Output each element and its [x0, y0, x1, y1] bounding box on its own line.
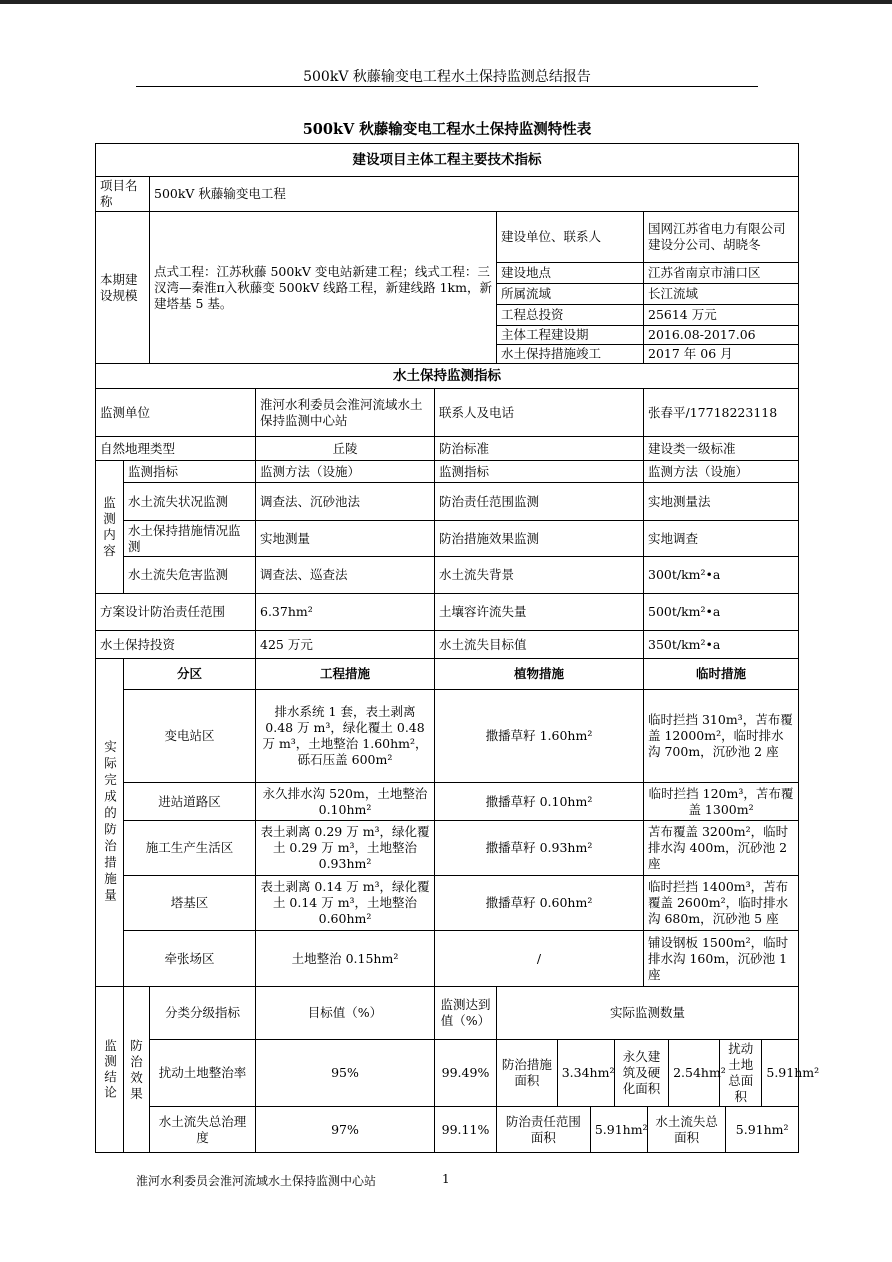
geo-type-label: 自然地理类型	[96, 437, 256, 461]
engineering-measure: 表土剥离 0.29 万 m³，绿化覆土 0.29 万 m³，土地整治 0.93hm²	[256, 821, 435, 876]
content-method: 实地测量	[256, 521, 435, 557]
completion-label: 水土保持措施竣工	[497, 345, 644, 364]
temporary-measure: 苫布覆盖 3200m²，临时排水沟 400m，沉砂池 2 座	[644, 821, 799, 876]
engineering-measure: 表土剥离 0.14 万 m³，绿化覆土 0.14 万 m³，土地整治 0.60hm²	[256, 876, 435, 931]
content-method: 实地调查	[644, 521, 799, 557]
investment-value: 25614 万元	[644, 305, 799, 326]
scope-label: 方案设计防治责任范围	[96, 594, 256, 631]
section-main-indicators-title: 建设项目主体工程主要技术指标	[96, 144, 799, 177]
actual-quantity-header: 实际监测数量	[497, 987, 799, 1040]
area-label: 扰动土地总面积	[720, 1040, 762, 1106]
standard-value: 建设类一级标准	[644, 437, 799, 461]
area-label: 防治措施面积	[497, 1040, 557, 1106]
area-cell-group	[497, 1040, 820, 1107]
area-label: 水土流失总面积	[648, 1107, 726, 1152]
content-item: 防治责任范围监测	[435, 483, 644, 521]
investment-label: 工程总投资	[497, 305, 644, 326]
area-subtable	[497, 1107, 798, 1152]
header-rule	[136, 86, 758, 87]
area-value: 3.34hm²	[557, 1040, 614, 1106]
temporary-measure: 临时拦挡 310m³，苫布覆盖 12000m²，临时排水沟 700m，沉砂池 2 座	[644, 690, 799, 783]
project-name-value: 500kV 秋藤输变电工程	[150, 177, 799, 212]
engineering-header: 工程措施	[256, 659, 435, 690]
engineering-measure: 排水系统 1 套，表土剥离 0.48 万 m³，绿化覆土 0.48 万 m³，土地整治 1.60hm²，砾石压盖 600m²	[256, 690, 435, 783]
soil-invest-label: 水土保持投资	[96, 631, 256, 659]
content-header-method: 监测方法（设施）	[256, 461, 435, 483]
running-header: 500kV 秋藤输变电工程水土保持监测总结报告	[303, 69, 591, 85]
page-number: 1	[442, 1172, 450, 1186]
completion-value: 2017 年 06 月	[644, 345, 799, 364]
plant-measure: 撒播草籽 0.10hm²	[435, 783, 644, 821]
content-header-indicator: 监测指标	[124, 461, 256, 483]
plant-measure: 撒播草籽 0.93hm²	[435, 821, 644, 876]
target-value-label: 水土流失目标值	[435, 631, 644, 659]
area-subtable	[497, 1040, 820, 1106]
monitor-content-label: 监测内容	[96, 461, 124, 594]
area-value: 2.54hm²	[669, 1040, 720, 1106]
build-scale-value: 点式工程：江苏秋藤 500kV 变电站新建工程；线式工程：三汊湾—秦淮π入秋藤变 500kV 线路工程，新建线路 1km，新建塔基 5 基。	[150, 212, 497, 364]
engineering-measure: 土地整治 0.15hm²	[256, 931, 435, 987]
table-title: 500kV 秋藤输变电工程水土保持监测特性表	[302, 121, 592, 138]
standard-label: 防治标准	[435, 437, 644, 461]
area-label: 永久建筑及硬化面积	[614, 1040, 668, 1106]
temporary-header: 临时措施	[644, 659, 799, 690]
content-item: 水土流失背景	[435, 557, 644, 594]
plant-header: 植物措施	[435, 659, 644, 690]
project-name-label: 项目名称	[96, 177, 150, 212]
zone-name: 施工生产生活区	[124, 821, 256, 876]
index-name: 扰动土地整治率	[150, 1040, 256, 1107]
achieved-value: 99.49%	[435, 1040, 497, 1107]
area-cell-group	[497, 1107, 799, 1153]
content-item: 水土流失状况监测	[124, 483, 256, 521]
content-method: 实地测量法	[644, 483, 799, 521]
footer-organization: 淮河水利委员会淮河流域水土保持监测中心站	[136, 1174, 377, 1188]
soil-invest-value: 425 万元	[256, 631, 435, 659]
zone-name: 变电站区	[124, 690, 256, 783]
characteristics-table	[95, 143, 820, 1153]
engineering-measure: 永久排水沟 520m，土地整治 0.10hm²	[256, 783, 435, 821]
contact-value: 张春平/17718223118	[644, 389, 799, 437]
contact-label: 联系人及电话	[435, 389, 644, 437]
area-value: 5.91hm²	[726, 1107, 798, 1152]
zone-name: 进站道路区	[124, 783, 256, 821]
effect-label: 防治效果	[124, 987, 150, 1153]
construction-period-value: 2016.08-2017.06	[644, 326, 799, 345]
index-header: 分类分级指标	[150, 987, 256, 1040]
achieved-header: 监测达到值（%）	[435, 987, 497, 1040]
content-method: 300t/km²•a	[644, 557, 799, 594]
section-monitoring-indicators-title: 水土保持监测指标	[96, 364, 799, 389]
area-value: 5.91hm²	[590, 1107, 647, 1152]
area-value: 5.91hm²	[762, 1040, 798, 1106]
top-border-bar	[0, 0, 892, 4]
allowable-loss-value: 500t/km²•a	[644, 594, 799, 631]
completed-measures-label: 实际完成的防治措施量	[96, 659, 124, 987]
temporary-measure: 铺设钢板 1500m²，临时排水沟 160m，沉砂池 1 座	[644, 931, 799, 987]
content-method: 调查法、沉砂池法	[256, 483, 435, 521]
construction-period-label: 主体工程建设期	[497, 326, 644, 345]
content-item: 水土保持措施情况监测	[124, 521, 256, 557]
build-scale-label: 本期建设规模	[96, 212, 150, 364]
target-value: 95%	[256, 1040, 435, 1107]
builder-label: 建设单位、联系人	[497, 212, 644, 263]
content-header-method-2: 监测方法（设施）	[644, 461, 799, 483]
monitor-unit-label: 监测单位	[96, 389, 256, 437]
geo-type-value: 丘陵	[256, 437, 435, 461]
basin-label: 所属流域	[497, 284, 644, 305]
target-value-value: 350t/km²•a	[644, 631, 799, 659]
target-value: 97%	[256, 1107, 435, 1153]
temporary-measure: 临时拦挡 1400m³，苫布覆盖 2600m²，临时排水沟 680m，沉砂池 5 座	[644, 876, 799, 931]
zone-name: 塔基区	[124, 876, 256, 931]
monitor-unit-value: 淮河水利委员会淮河流域水土保持监测中心站	[256, 389, 435, 437]
content-item: 水土流失危害监测	[124, 557, 256, 594]
zone-header: 分区	[124, 659, 256, 690]
plant-measure: 撒播草籽 1.60hm²	[435, 690, 644, 783]
area-label: 防治责任范围面积	[497, 1107, 590, 1152]
target-header: 目标值（%）	[256, 987, 435, 1040]
allowable-loss-label: 土壤容许流失量	[435, 594, 644, 631]
basin-value: 长江流域	[644, 284, 799, 305]
location-label: 建设地点	[497, 263, 644, 284]
temporary-measure: 临时拦挡 120m³，苫布覆盖 1300m²	[644, 783, 799, 821]
index-name: 水土流失总治理度	[150, 1107, 256, 1153]
scope-value: 6.37hm²	[256, 594, 435, 631]
content-method: 调查法、巡查法	[256, 557, 435, 594]
builder-value: 国网江苏省电力有限公司建设分公司、胡晓冬	[644, 212, 799, 263]
conclusion-label: 监测结论	[96, 987, 124, 1153]
location-value: 江苏省南京市浦口区	[644, 263, 799, 284]
content-item: 防治措施效果监测	[435, 521, 644, 557]
zone-name: 牵张场区	[124, 931, 256, 987]
plant-measure: 撒播草籽 0.60hm²	[435, 876, 644, 931]
achieved-value: 99.11%	[435, 1107, 497, 1153]
plant-measure: /	[435, 931, 644, 987]
content-header-indicator-2: 监测指标	[435, 461, 644, 483]
